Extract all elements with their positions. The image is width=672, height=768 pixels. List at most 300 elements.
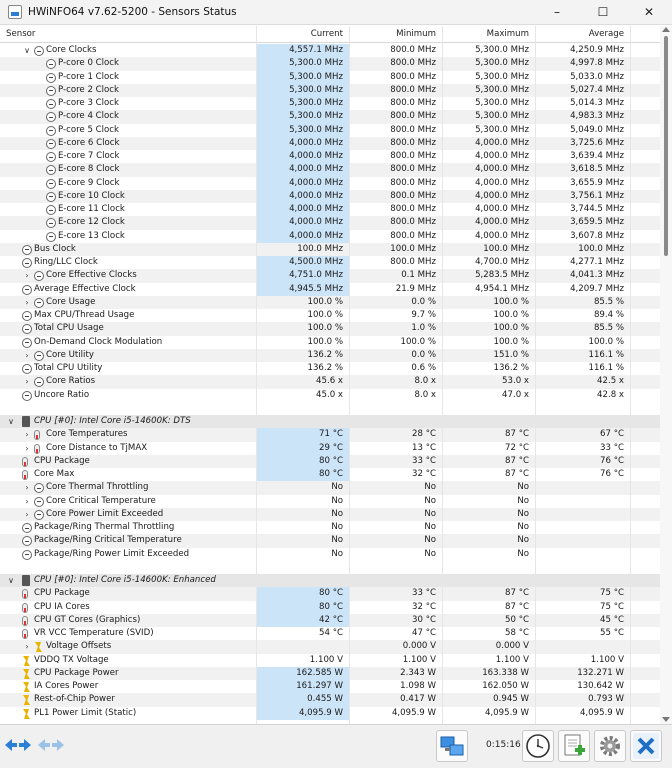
value-minimum: 33 °C [412,588,436,599]
sensor-circle-icon [46,165,56,175]
value-minimum: 800.0 MHz [390,98,436,108]
sensor-row[interactable] [0,375,660,388]
sensor-row[interactable] [0,495,660,508]
value-maximum: 5,300.0 MHz [475,45,529,55]
value-minimum: 800.0 MHz [390,190,436,201]
value-minimum: 800.0 MHz [390,230,436,241]
value-average: 5,033.0 MHz [570,71,624,82]
value-maximum: 100.0 % [493,310,529,320]
sensor-label: Bus Clock [34,243,76,254]
value-minimum: No [424,495,436,506]
sensor-label: CPU Package [34,588,90,599]
value-current: 1.100 V [309,654,343,665]
sensor-row[interactable] [0,707,660,720]
sensor-label: Core Max [34,469,75,479]
sensor-circle-icon [34,46,44,56]
sensor-row[interactable] [0,216,660,229]
value-average: 42.5 x [597,376,624,387]
value-average: 3,756.1 MHz [570,190,624,201]
sensor-circle-icon [46,126,56,136]
value-maximum: 4,000.0 MHz [475,217,529,228]
value-average: 76 °C [600,469,624,479]
sensor-circle-icon [34,510,44,520]
sensor-row[interactable] [0,137,660,150]
collapse-chevron-icon[interactable]: ∨ [24,46,30,55]
sensor-row[interactable] [0,654,660,667]
sensor-row[interactable] [0,349,660,362]
value-current: No [331,535,343,546]
value-minimum: 21.9 MHz [395,283,436,294]
sensor-row[interactable] [0,243,660,256]
sensor-label: VR VCC Temperature (SVID) [34,628,154,638]
sensor-circle-icon [34,497,44,507]
value-minimum: 1.100 V [402,654,436,665]
sensor-row[interactable] [0,163,660,176]
sensor-row[interactable] [0,455,660,468]
value-minimum: 0.0 % [411,349,436,360]
value-average: 4,983.3 MHz [570,111,624,122]
value-average: 4,250.9 MHz [570,45,624,55]
column-divider [442,26,443,724]
sensor-row[interactable] [0,190,660,203]
column-average[interactable]: Average [535,26,630,43]
minimize-button[interactable]: – [554,5,560,19]
value-current: 4,000.0 MHz [256,177,349,190]
value-current: 136.2 % [307,363,343,373]
expand-chevron-icon[interactable]: › [25,271,29,281]
blank-row [0,402,660,415]
value-minimum: 800.0 MHz [390,137,436,148]
value-current: 5,300.0 MHz [256,124,349,137]
value-current: 4,095.9 W [256,707,349,720]
column-sensor[interactable]: Sensor [6,29,36,39]
column-minimum[interactable]: Minimum [349,26,442,43]
value-minimum: 28 °C [412,429,436,440]
sensor-row[interactable] [0,150,660,163]
value-maximum: 4,000.0 MHz [475,137,529,148]
value-current: 80 °C [256,468,349,481]
sensor-row[interactable] [0,640,660,653]
sensor-row[interactable] [0,256,660,269]
expand-chevron-icon[interactable]: › [25,496,29,506]
sensor-label: Core Distance to TjMAX [46,442,148,453]
sensor-circle-icon [46,179,56,189]
sensor-circle-icon [22,311,32,321]
sensor-circle-icon [22,391,32,401]
nav-back-forward-button[interactable] [4,735,32,755]
value-maximum: 5,300.0 MHz [475,98,529,108]
sensor-row[interactable] [0,481,660,494]
value-maximum: 53.0 x [502,376,529,387]
scroll-thumb[interactable] [664,36,668,256]
clock-icon [523,731,553,761]
sensor-label: Core Power Limit Exceeded [46,508,164,519]
sensor-row[interactable] [0,84,660,97]
sensor-label: P-core 1 Clock [58,71,119,82]
value-average: 89.4 % [593,310,624,320]
sensor-label: E-core 7 Clock [58,151,120,161]
sensor-label: E-core 10 Clock [58,190,125,201]
sensor-circle-icon [46,73,56,83]
value-average [535,640,630,653]
value-current: 4,000.0 MHz [256,163,349,176]
sensor-row[interactable] [0,322,660,335]
value-current: 0.455 W [256,693,349,706]
expand-chevron-icon[interactable]: › [25,350,29,360]
sensor-circle-icon [22,364,32,374]
value-current: 100.0 % [307,296,343,307]
value-average: 3,639.4 MHz [570,151,624,161]
value-average: 130.642 W [577,681,624,691]
sensor-label: E-core 13 Clock [58,230,125,241]
value-average [535,508,630,521]
value-average: 116.1 % [588,363,624,373]
value-minimum: 30 °C [412,614,436,625]
value-current: 100.0 % [307,336,343,347]
value-average [535,521,630,534]
scroll-down-arrow-icon[interactable] [662,717,670,722]
nav-disabled-button[interactable] [37,735,65,755]
sensor-label: Package/Ring Power Limit Exceeded [34,548,190,559]
reset-timer-button[interactable] [522,730,554,762]
value-minimum: 800.0 MHz [390,124,436,135]
sensor-row[interactable] [0,468,660,481]
value-maximum: 151.0 % [493,349,529,360]
value-current: 4,000.0 MHz [256,230,349,243]
sensor-row[interactable] [0,587,660,600]
sensor-circle-icon [22,536,32,546]
value-current: 100.0 MHz [297,243,343,254]
sensor-circle-icon [34,271,44,281]
sensor-row[interactable] [0,680,660,693]
sensor-row[interactable] [0,614,660,627]
sensor-circle-icon [46,112,56,122]
window-title: HWiNFO64 v7.62-5200 - Sensors Status [28,6,237,18]
value-maximum: 5,283.5 MHz [475,270,529,281]
value-average: 3,607.8 MHz [570,230,624,241]
value-current: 100.0 % [307,310,343,320]
sensor-row[interactable] [0,601,660,614]
sensor-circle-icon [34,377,44,387]
sensor-row[interactable] [0,442,660,455]
cpu-chip-icon [22,416,30,427]
expand-chevron-icon[interactable]: › [25,483,29,493]
value-maximum: 100.0 % [493,323,529,334]
value-minimum: 100.0 % [400,336,436,347]
value-minimum: No [424,535,436,546]
value-minimum: 2.343 W [400,667,436,678]
sensor-label: PL1 Power Limit (Static) [34,707,137,718]
value-maximum: 5,300.0 MHz [475,124,529,135]
sensor-row[interactable] [0,296,660,309]
expand-chevron-icon[interactable]: ∨ [8,576,14,585]
sensor-row[interactable] [0,362,660,375]
value-maximum: 136.2 % [493,363,529,373]
value-minimum: 8.0 x [414,389,436,400]
value-minimum: 800.0 MHz [390,58,436,69]
sensor-label: IA Cores Power [34,681,99,691]
value-minimum: 800.0 MHz [390,204,436,214]
sensor-circle-icon [22,285,32,295]
column-current[interactable]: Current [256,26,349,43]
value-current [256,640,349,653]
sensor-label: Package/Ring Critical Temperature [34,535,182,546]
sensor-circle-icon [22,523,32,533]
sensor-row[interactable] [0,309,660,322]
value-maximum: 72 °C [505,442,529,453]
value-current: 71 °C [256,428,349,441]
value-average: 116.1 % [588,349,624,360]
sensor-group-label: CPU [#0]: Intel Core i5-14600K: Enhanced [34,575,216,585]
value-maximum: 5,300.0 MHz [475,58,529,69]
column-maximum[interactable]: Maximum [442,26,535,43]
value-maximum: 100.0 % [493,336,529,347]
settings-button[interactable] [594,730,626,762]
value-maximum: 4,000.0 MHz [475,190,529,201]
value-average: 1.100 V [590,654,624,665]
value-maximum: 87 °C [505,455,529,466]
expand-chevron-icon[interactable]: › [25,430,29,440]
sensor-row[interactable] [0,521,660,534]
value-current: 4,500.0 MHz [256,256,349,269]
value-average [535,548,630,561]
column-divider [256,26,257,724]
value-average: 5,027.4 MHz [570,84,624,95]
double-arrow-icon [4,735,32,755]
sensor-row[interactable] [0,57,660,70]
expand-chevron-icon[interactable]: › [25,297,29,307]
sensor-row[interactable] [0,230,660,243]
sensor-label: P-core 5 Clock [58,124,119,135]
expand-chevron-icon[interactable]: › [25,642,29,652]
value-minimum: 800.0 MHz [390,71,436,82]
sensor-row[interactable] [0,627,660,640]
sensor-row[interactable] [0,110,660,123]
value-current: 162.585 W [256,667,349,680]
value-average: 42.8 x [597,389,624,400]
value-average [535,481,630,494]
value-average: 75 °C [600,601,624,612]
expand-chevron-icon[interactable]: › [25,443,29,453]
sensor-circle-icon [34,483,44,493]
value-maximum: No [517,482,529,493]
value-minimum: 800.0 MHz [390,217,436,228]
sensor-label: Core Temperatures [46,429,128,440]
vertical-scrollbar[interactable] [660,26,672,724]
lightning-bolt-icon [22,656,30,666]
value-average: 45 °C [600,614,624,625]
sensor-circle-icon [46,205,56,215]
value-current: 4,000.0 MHz [256,150,349,163]
sensor-circle-icon [46,139,56,149]
value-minimum: 800.0 MHz [390,111,436,122]
value-maximum: No [517,535,529,546]
value-minimum: 47 °C [412,628,436,638]
thermometer-icon [22,589,28,599]
value-current: 45.0 x [316,389,343,400]
logging-button[interactable] [558,730,590,762]
sensor-row[interactable] [0,693,660,706]
thermometer-icon [22,470,28,480]
sensor-label: CPU GT Cores (Graphics) [34,614,141,625]
value-maximum: 4,000.0 MHz [475,151,529,161]
sensor-circle-icon [34,298,44,308]
close-sensors-button[interactable] [630,730,662,762]
value-minimum: 0.417 W [400,694,436,705]
scroll-up-arrow-icon[interactable] [662,27,670,32]
expand-chevron-icon[interactable]: › [25,509,29,519]
value-maximum: 87 °C [505,588,529,599]
thermometer-icon [34,444,40,454]
value-maximum: 100.0 % [493,296,529,307]
sensor-circle-icon [46,86,56,96]
sensor-label: E-core 6 Clock [58,137,120,148]
sensor-grid [0,44,660,724]
sensor-circle-icon [22,338,32,348]
value-average: 33 °C [600,442,624,453]
sensor-row[interactable] [0,283,660,296]
close-button[interactable]: ✕ [643,5,655,19]
close-x-icon [631,731,661,761]
network-button[interactable] [436,730,468,762]
sensor-row[interactable] [0,336,660,349]
sensor-circle-icon [46,152,56,162]
sensor-circle-icon [46,99,56,109]
sensor-row[interactable] [0,44,660,57]
sensor-circle-icon [22,258,32,268]
log-file-add-icon [559,731,589,761]
thermometer-icon [34,430,40,440]
value-current: No [331,495,343,506]
value-minimum: 0.6 % [411,363,436,373]
sensor-label: Uncore Ratio [34,389,90,400]
sensor-circle-icon [46,218,56,228]
value-minimum: 1.0 % [411,323,436,334]
lightning-bolt-icon [22,669,30,679]
lightning-bolt-icon [22,695,30,705]
sensor-row[interactable] [0,177,660,190]
sensor-row[interactable] [0,71,660,84]
double-arrow-disabled-icon [37,735,65,755]
sensor-row[interactable] [0,667,660,680]
sensor-circle-icon [34,351,44,361]
value-average: 75 °C [600,588,624,599]
expand-chevron-icon[interactable]: ∨ [8,417,14,426]
value-current: No [331,522,343,532]
value-minimum: 800.0 MHz [390,45,436,55]
value-current: 80 °C [256,587,349,600]
sensor-label: Core Ratios [46,376,96,387]
value-average: 67 °C [600,429,624,440]
sensor-row[interactable] [0,203,660,216]
value-current: 80 °C [256,455,349,468]
value-current: 80 °C [256,601,349,614]
sensor-label: Core Usage [46,296,96,307]
value-average: 4,997.8 MHz [570,58,624,69]
value-maximum: 4,000.0 MHz [475,177,529,188]
expand-chevron-icon[interactable]: › [25,377,29,387]
sensor-row[interactable] [0,269,660,282]
value-minimum: 0.0 % [411,296,436,307]
value-current: 161.297 W [256,680,349,693]
sensor-group-row[interactable] [0,574,660,587]
value-current: 29 °C [256,442,349,455]
value-maximum: 5,300.0 MHz [475,84,529,95]
value-maximum: 0.945 W [493,694,529,705]
value-average: 4,095.9 W [579,707,624,718]
value-minimum: 100.0 MHz [390,243,436,254]
maximize-button[interactable]: ☐ [597,5,609,19]
sensor-label: E-core 11 Clock [58,204,125,214]
value-current: 5,300.0 MHz [256,110,349,123]
value-average: 4,041.3 MHz [570,270,624,281]
value-current: 5,300.0 MHz [256,84,349,97]
value-maximum: 0.000 V [495,641,529,652]
sensor-circle-icon [22,550,32,560]
value-current: 42 °C [256,614,349,627]
value-current: 4,000.0 MHz [256,216,349,229]
value-maximum: 87 °C [505,601,529,612]
value-maximum: 4,954.1 MHz [475,283,529,294]
value-maximum: 87 °C [505,429,529,440]
sensor-label: P-core 4 Clock [58,111,119,122]
column-divider [535,26,536,724]
sensor-row[interactable] [0,508,660,521]
sensor-label: Total CPU Usage [34,323,104,334]
sensor-row[interactable] [0,124,660,137]
value-minimum: 800.0 MHz [390,177,436,188]
sensor-label: VDDQ TX Voltage [34,654,109,665]
lightning-bolt-icon [22,709,30,719]
sensor-row[interactable] [0,389,660,402]
sensor-circle-icon [22,324,32,334]
value-current: 4,557.1 MHz [256,44,349,57]
value-maximum: 5,300.0 MHz [475,111,529,122]
sensor-row[interactable] [0,97,660,110]
sensor-label: P-core 3 Clock [58,98,119,108]
thermometer-icon [22,603,28,613]
value-maximum: 47.0 x [502,389,529,400]
sensor-label: E-core 8 Clock [58,164,120,175]
sensor-label: Total CPU Utility [34,363,103,373]
sensor-label: P-core 2 Clock [58,84,119,95]
value-current: 5,300.0 MHz [256,57,349,70]
sensor-row[interactable] [0,428,660,441]
column-divider [630,26,631,724]
sensor-label: CPU IA Cores [34,601,90,612]
sensor-circle-icon [46,232,56,242]
value-average: 4,277.1 MHz [570,257,624,267]
value-average: 5,014.3 MHz [570,98,624,108]
sensor-label: CPU Package Power [34,667,119,678]
cpu-chip-icon [22,575,30,586]
value-average: 132.271 W [577,667,624,678]
value-minimum: 4,095.9 W [391,707,436,718]
sensor-group-row[interactable] [0,415,660,428]
value-maximum: 4,000.0 MHz [475,230,529,241]
sensor-label: Core Effective Clocks [46,270,137,281]
value-maximum: 5,300.0 MHz [475,71,529,82]
sensor-row[interactable] [0,548,660,561]
value-minimum: 9.7 % [411,310,436,320]
sensor-row[interactable] [0,534,660,547]
value-maximum: 4,000.0 MHz [475,164,529,175]
sensor-label: On-Demand Clock Modulation [34,336,163,347]
value-average: 100.0 MHz [578,243,624,254]
column-divider [349,26,350,724]
sensor-label: Ring/LLC Clock [34,257,98,267]
value-minimum: No [424,482,436,493]
